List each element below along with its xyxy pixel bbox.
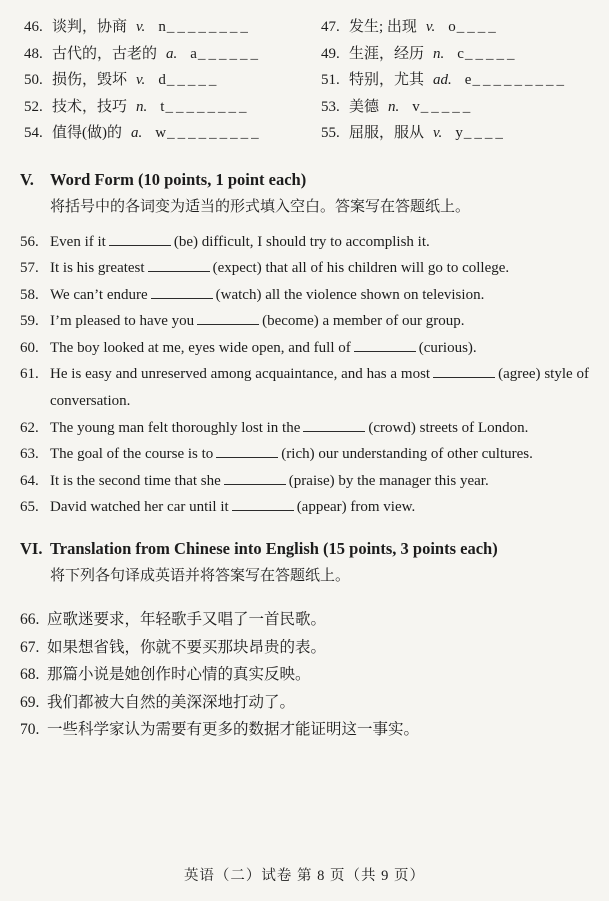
translation-item <box>20 716 589 744</box>
item-text-before: I’m pleased to have you <box>50 313 195 330</box>
answer-underscores: ________ <box>165 98 250 115</box>
answer-letter: o <box>448 19 456 35</box>
answer-letter: t <box>160 98 165 115</box>
word-form-item <box>20 361 589 414</box>
item-number: 53. <box>321 98 340 115</box>
vocab-item-48 <box>24 41 321 68</box>
part-of-speech: ad. <box>433 72 452 88</box>
item-number: 62. <box>20 419 39 436</box>
answer-underscores: _____ <box>464 45 518 62</box>
answer-letter: y <box>455 125 463 141</box>
translation-text: 如果想省钱，你就不要买那块昂贵的表。 <box>47 638 327 656</box>
item-number: 70. <box>20 721 40 739</box>
answer-blank <box>216 444 278 458</box>
item-number: 58. <box>20 286 39 303</box>
item-text-after: (appear) from view. <box>296 499 416 516</box>
item-number: 66. <box>20 611 40 629</box>
item-number: 51. <box>321 72 340 88</box>
section-title: Word Form (10 points, 1 point each) <box>50 169 307 189</box>
item-text-after: (rich) our understanding of other cultures. <box>281 446 533 463</box>
section-instruction: 将括号中的各词变为适当的形式填入空白。答案写在答题纸上。 <box>50 198 471 215</box>
item-number: 63. <box>20 446 39 463</box>
item-number: 64. <box>20 472 39 489</box>
answer-blank <box>354 338 416 352</box>
answer-underscores: ______ <box>197 45 261 62</box>
item-number: 50. <box>24 72 43 88</box>
translation-text: 应歌迷要求，年轻歌手又唱了一首民歌。 <box>47 611 327 629</box>
chinese-gloss: 生涯，经历 <box>349 45 425 62</box>
item-text-before: It is the second time that she <box>50 472 221 489</box>
word-form-item <box>20 441 589 468</box>
answer-letter: d <box>158 72 166 88</box>
item-number: 56. <box>20 233 39 250</box>
section-heading <box>20 168 589 192</box>
vocab-item-53 <box>321 94 589 121</box>
chinese-gloss: 损伤，毁坏 <box>52 72 128 88</box>
chinese-gloss: 屈服，服从 <box>349 125 425 141</box>
item-text-before: Even if it <box>50 233 106 250</box>
item-text-after: (watch) all the violence shown on television. <box>215 286 485 303</box>
item-number: 57. <box>20 260 39 277</box>
part-of-speech: a. <box>166 45 178 62</box>
item-text <box>50 361 589 414</box>
answer-letter: w <box>155 125 167 141</box>
item-number: 52. <box>24 98 43 115</box>
part-of-speech: v. <box>136 72 146 88</box>
word-form-section <box>20 168 589 522</box>
item-text-after: (praise) by the manager this year. <box>288 472 489 489</box>
part-of-speech: n. <box>388 98 400 115</box>
answer-underscores: ____ <box>456 19 499 35</box>
item-text <box>50 308 589 335</box>
answer-blank <box>303 418 365 432</box>
answer-blank <box>433 364 495 378</box>
item-text <box>50 255 589 282</box>
answer-underscores: _____ <box>420 98 474 115</box>
translation-item <box>20 689 589 717</box>
item-number: 65. <box>20 499 39 516</box>
answer-blank <box>197 311 259 325</box>
word-form-item <box>20 494 589 521</box>
answer-blank <box>109 232 171 246</box>
answer-underscores: ____ <box>463 125 506 141</box>
translation-item <box>20 661 589 689</box>
item-text-before: The goal of the course is to <box>50 446 214 463</box>
item-number: 54. <box>24 125 43 141</box>
vocab-row <box>24 41 589 68</box>
word-form-list <box>20 229 589 522</box>
page-footer: 英语（二）试卷 第 8 页（共 9 页） <box>183 868 426 884</box>
item-number: 59. <box>20 313 39 330</box>
vocab-row <box>24 14 589 41</box>
item-text-after: (crowd) streets of London. <box>368 419 529 436</box>
answer-letter: e <box>464 72 472 88</box>
vocab-section <box>24 14 589 147</box>
vocab-item-46 <box>24 14 321 41</box>
chinese-gloss: 发生; 出现 <box>349 19 417 35</box>
part-of-speech: v. <box>433 125 443 141</box>
section-instruction: 将下列各句译成英语并将答案写在答题纸上。 <box>50 568 351 585</box>
item-text-before: It is his greatest <box>50 260 145 277</box>
translation-list <box>20 606 589 744</box>
chinese-gloss: 技术，技巧 <box>52 98 128 115</box>
word-form-item <box>20 229 589 256</box>
vocab-row <box>24 94 589 121</box>
part-of-speech: a. <box>131 125 143 141</box>
item-text-after: (expect) that all of his children will go to college. <box>212 260 510 277</box>
vocab-item-55 <box>321 120 589 147</box>
word-form-item <box>20 308 589 335</box>
answer-letter: n <box>158 19 166 35</box>
word-form-item <box>20 415 589 442</box>
vocab-row <box>24 120 589 147</box>
answer-underscores: _________ <box>167 125 262 141</box>
item-text-before: The boy looked at me, eyes wide open, and full of <box>50 339 351 356</box>
answer-underscores: _________ <box>472 72 567 88</box>
item-text-before: We can’t endure <box>50 286 148 303</box>
chinese-gloss: 美德 <box>349 98 380 115</box>
answer-blank <box>232 497 294 511</box>
item-text <box>50 335 589 362</box>
item-text <box>50 494 589 521</box>
answer-underscores: _____ <box>166 72 220 88</box>
part-of-speech: n. <box>433 45 445 62</box>
item-number: 60. <box>20 339 39 356</box>
answer-blank <box>148 258 210 272</box>
part-of-speech: n. <box>136 98 148 115</box>
item-text-before: The young man felt thoroughly lost in the <box>50 419 301 436</box>
vocab-row <box>24 67 589 94</box>
item-number: 46. <box>24 19 43 35</box>
vocab-item-50 <box>24 67 321 94</box>
chinese-gloss: 特别，尤其 <box>349 72 425 88</box>
answer-underscores: ________ <box>166 19 251 35</box>
vocab-item-49 <box>321 41 589 68</box>
word-form-item <box>20 255 589 282</box>
item-number: 48. <box>24 45 43 62</box>
item-text-after: (be) difficult, I should try to accomplish it. <box>173 233 430 250</box>
vocab-item-51 <box>321 67 589 94</box>
item-number: 69. <box>20 693 40 711</box>
word-form-item <box>20 468 589 495</box>
item-text <box>50 441 589 468</box>
word-form-item <box>20 335 589 362</box>
answer-letter: c <box>457 45 464 62</box>
translation-item <box>20 606 589 634</box>
item-text-before: David watched her car until it <box>50 499 229 516</box>
item-text-after: (agree) style of conversation. <box>50 366 589 410</box>
section-title: Translation from Chinese into English (15 points, 3 points each) <box>50 539 498 559</box>
item-text-after: (become) a member of our group. <box>262 313 465 330</box>
item-text <box>50 229 589 256</box>
answer-letter: v <box>412 98 420 115</box>
item-number: 68. <box>20 666 40 684</box>
word-form-item <box>20 282 589 309</box>
item-text <box>50 415 589 442</box>
translation-text: 一些科学家认为需要有更多的数据才能证明这一事实。 <box>47 721 420 739</box>
item-text-after: (curious). <box>418 339 477 356</box>
part-of-speech: v. <box>425 19 436 35</box>
item-text-before: He is easy and unreserved among acquaintance, and has a most <box>50 366 431 383</box>
item-text <box>50 282 589 309</box>
translation-section <box>20 537 589 744</box>
translation-item <box>20 634 589 662</box>
answer-letter: a <box>190 45 197 62</box>
answer-blank <box>224 471 286 485</box>
vocab-item-47 <box>321 14 589 41</box>
item-number: 55. <box>321 125 340 141</box>
item-number: 61. <box>20 366 39 383</box>
section-number: V. <box>20 169 34 189</box>
vocab-item-54 <box>24 120 321 147</box>
section-number: VI. <box>20 539 43 559</box>
answer-blank <box>151 285 213 299</box>
item-number: 47. <box>321 19 340 35</box>
part-of-speech: v. <box>136 19 146 35</box>
item-number: 67. <box>20 638 40 656</box>
item-number: 49. <box>321 45 340 62</box>
section-heading <box>20 537 589 561</box>
chinese-gloss: 值得(做)的 <box>52 125 122 141</box>
vocab-item-52 <box>24 94 321 121</box>
translation-text: 那篇小说是她创作时心情的真实反映。 <box>47 666 311 684</box>
item-text <box>50 468 589 495</box>
translation-text: 我们都被大自然的美深深地打动了。 <box>47 693 296 711</box>
chinese-gloss: 谈判，协商 <box>52 19 128 35</box>
chinese-gloss: 古代的，古老的 <box>52 45 158 62</box>
